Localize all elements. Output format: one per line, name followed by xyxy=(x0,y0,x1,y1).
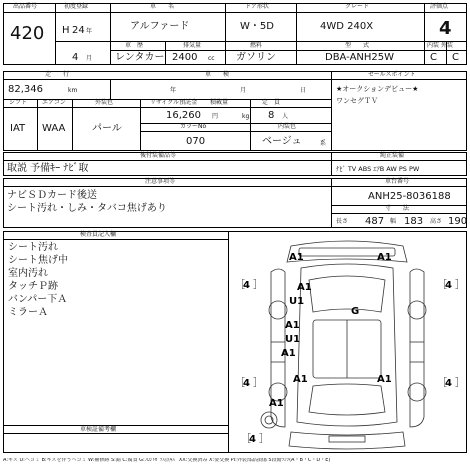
inspection-label: 車 検 xyxy=(205,71,230,78)
oem-equipment: ﾅﾋﾞ TV ABS ｴｱB AW PS PW xyxy=(336,165,420,173)
model-name-label: 車 名 xyxy=(150,3,175,10)
length-label: 長さ xyxy=(336,218,349,225)
displacement-unit: cc xyxy=(208,55,215,62)
tire-bracket-close: ］ xyxy=(253,280,263,291)
usage-label: 車 歴 xyxy=(125,42,144,49)
int-color-label: 内装色 xyxy=(278,123,297,130)
oem-equipment-label: 純正装備 xyxy=(380,152,405,159)
inspector-item-5: バンパー下Ａ xyxy=(8,294,68,305)
tire-score: 4 xyxy=(243,280,250,291)
tire-score: 4 xyxy=(249,434,256,445)
note-line-1: ナビＳＤカード後送 xyxy=(7,190,97,201)
score-label: 評価点 xyxy=(430,3,449,10)
tire-bracket-close: ］ xyxy=(455,378,465,389)
damage-mark: A1 xyxy=(297,282,312,293)
mileage-unit: km xyxy=(68,87,78,94)
chassis: DBA-ANH25W xyxy=(325,52,395,63)
size-label: 寸 法 xyxy=(385,205,410,212)
reg-month-suffix: 月 xyxy=(86,55,93,62)
grade-label: グレード xyxy=(345,3,370,10)
tire-bracket-close: ］ xyxy=(455,280,465,291)
ac-type: WAA xyxy=(42,123,66,134)
fuel-label: 燃料 xyxy=(250,42,263,49)
damage-mark: A1 xyxy=(377,374,392,385)
after-equipment-label: 後付装備品等 xyxy=(140,152,177,159)
selling-point-2: ワンセグＴＶ xyxy=(336,97,378,105)
shift-label: シフト xyxy=(9,99,28,106)
inspector-item-3: 室内汚れ xyxy=(8,268,48,279)
damage-mark: A1 xyxy=(293,374,308,385)
shift: IAT xyxy=(10,123,26,134)
grade: 4WD 240X xyxy=(320,21,374,32)
interior-color: ベージュ xyxy=(262,136,302,147)
tire-bracket-open: ［ xyxy=(437,378,447,389)
vin-label: 車台番号 xyxy=(385,178,410,185)
color-no-label: カラーNo xyxy=(180,123,207,130)
notes-label: 注意事項等 xyxy=(145,178,176,185)
tire-score: 4 xyxy=(445,378,452,389)
exterior-color: パール xyxy=(92,123,122,134)
damage-mark: A1 xyxy=(281,348,296,359)
inspector-item-6: ミラーＡ xyxy=(8,307,48,318)
length: 487 xyxy=(365,216,385,227)
evaluation-score: 4 xyxy=(439,18,452,39)
inspector-item-2: シート焦げ中 xyxy=(8,255,68,266)
reg-month: 4 xyxy=(72,52,79,63)
damage-mark: A1 xyxy=(377,252,392,263)
tire-bracket-open: ［ xyxy=(437,280,447,291)
tire-bracket-close: ］ xyxy=(253,378,263,389)
mileage-label: 走 行 xyxy=(45,71,70,78)
reg-year: 24 xyxy=(72,25,85,36)
tire-bracket-open: ［ xyxy=(241,434,251,445)
int-color-suffix: 系 xyxy=(320,140,327,147)
tire-bracket-open: ［ xyxy=(235,378,245,389)
recycle-fee: 16,260 xyxy=(166,110,201,121)
interior-grade: C xyxy=(430,52,437,63)
vin: ANH25-8036188 xyxy=(368,191,451,202)
inspector-item-4: タッチＰ跡 xyxy=(8,281,58,292)
note-line-2: シート汚れ・しみ・タバコ焦げあり xyxy=(7,203,167,214)
lot-no-label: 出品番号 xyxy=(13,3,38,10)
door-label: ドア形状 xyxy=(245,3,269,10)
damage-mark: A1 xyxy=(285,320,300,331)
after-equipment: 取説 予備ｷｰ ﾅﾋﾞ取 xyxy=(7,163,89,174)
width-label: 幅 xyxy=(390,218,397,225)
weight-label: 積載量 xyxy=(210,99,229,106)
tire-score: 4 xyxy=(243,378,250,389)
selling-point-1: ★オークションデビュー★ xyxy=(336,85,419,93)
displacement-label: 排気量 xyxy=(183,42,202,49)
usage: レンタカー xyxy=(115,52,165,63)
capacity-unit: 人 xyxy=(282,113,289,120)
selling-points-label: セールスポイント xyxy=(368,71,416,78)
damage-mark: U1 xyxy=(289,296,305,307)
tire-bracket-close: ］ xyxy=(259,434,269,445)
height-label: 高さ xyxy=(430,218,443,225)
color-no: 070 xyxy=(186,136,206,147)
exterior-grade: C xyxy=(452,52,459,63)
tire-score: 4 xyxy=(445,280,452,291)
legend: A:キズ U:ヘコミ B:キズを伴うヘコミ W:補修跡 S:錆 C:腐食 G:ﾌﾛﾝﾄｶﾞﾗｽ点ｷｽﾞ XX:交換済み X:要交換 PI:外装部品損傷 5段階ﾗﾝｸ(A・B・C・D・E) xyxy=(3,458,331,463)
inspector-item-1: シート汚れ xyxy=(8,242,58,253)
reg-era: H xyxy=(62,25,70,36)
inspection-month-unit: 月 xyxy=(240,87,247,94)
int-ext-label: 内装 外装 xyxy=(427,42,453,49)
first-reg-label: 初度登録 xyxy=(64,3,89,10)
color-label: 外装色 xyxy=(95,99,114,106)
door-type: W・5D xyxy=(240,21,274,32)
height: 190 xyxy=(448,216,468,227)
vehicle-damage-diagram xyxy=(229,232,466,452)
damage-mark: A1 xyxy=(289,252,304,263)
damage-mark: A1 xyxy=(269,398,284,409)
model-name: アルファード xyxy=(130,21,190,32)
mileage-value: 82,346 xyxy=(8,84,43,95)
weight-unit: kg xyxy=(242,113,250,120)
fuel: ガソリン xyxy=(236,52,276,63)
damage-mark: U1 xyxy=(285,334,301,345)
inspector-label: 検査員記入欄 xyxy=(80,231,117,238)
remarks-label: 車検証備考欄 xyxy=(80,426,117,433)
tire-bracket-open: ［ xyxy=(235,280,245,291)
inspection-year-unit: 年 xyxy=(170,87,177,94)
width: 183 xyxy=(404,216,424,227)
reg-year-suffix: 年 xyxy=(86,28,93,35)
ac-label: エアコン xyxy=(42,99,66,106)
damage-mark: G xyxy=(351,306,360,317)
capacity: 8 xyxy=(268,110,275,121)
inspection-day-unit: 日 xyxy=(300,87,307,94)
capacity-label: 定 員 xyxy=(262,99,281,106)
lot-number: 420 xyxy=(10,23,45,44)
chassis-label: 型 式 xyxy=(345,42,370,49)
recycle-label: リサイクル預託金 xyxy=(150,99,198,106)
recycle-unit: 円 xyxy=(212,113,219,120)
displacement: 2400 xyxy=(172,52,198,63)
